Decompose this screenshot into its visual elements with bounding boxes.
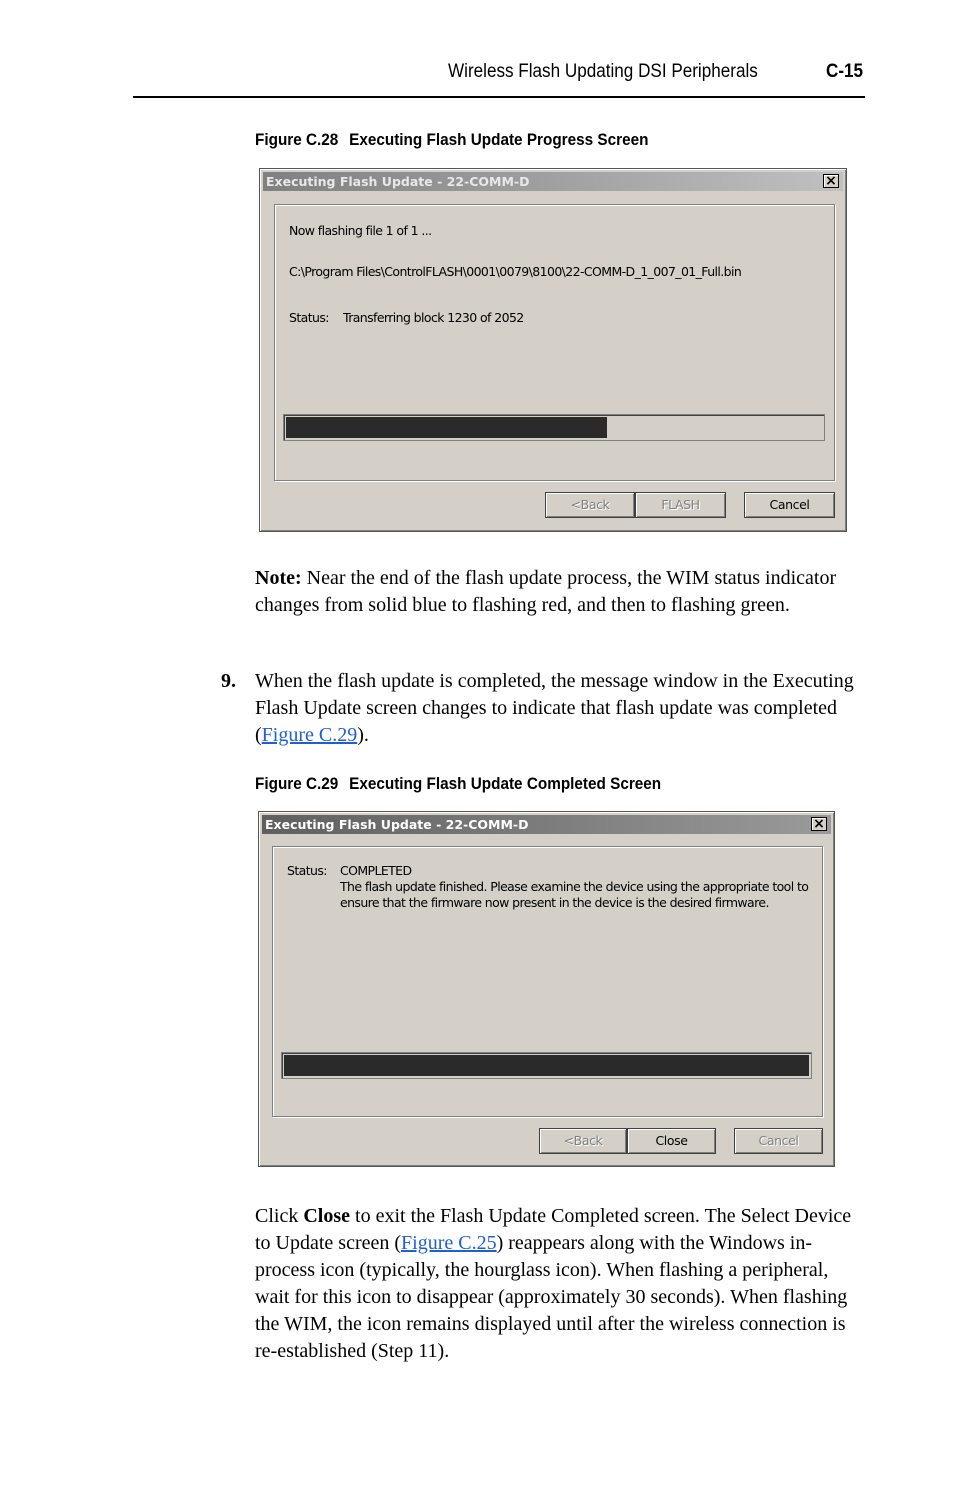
figure-c28-title: Executing Flash Update Progress Screen: [349, 130, 649, 149]
cancel-button[interactable]: Cancel: [734, 1128, 823, 1154]
step-number: 9.: [221, 670, 236, 692]
message-line-2: ensure that the firmware now present in the device is the desired firmware.: [340, 895, 769, 910]
flash-button[interactable]: FLASH: [635, 492, 726, 518]
running-header-title: Wireless Flash Updating DSI Peripherals: [448, 61, 758, 82]
back-button[interactable]: <Back: [539, 1128, 627, 1154]
dialog-titlebar: [263, 172, 843, 191]
figure-c29-number: Figure C.29: [255, 774, 339, 793]
close-bold: Close: [303, 1205, 351, 1227]
status-value: Transferring block 1230 of 2052: [343, 310, 524, 325]
back-button[interactable]: <Back: [545, 492, 635, 518]
final-text-2: to exit the Flash Update Completed screen. The Select Device to Update screen (: [255, 1205, 852, 1254]
figure-c25-link[interactable]: Figure C.25: [401, 1232, 497, 1254]
progress-bar: [283, 414, 825, 441]
note-text: Near the end of the flash update process, the WIM status indicator changes from solid blue to flashing red, and then to flashing green.: [255, 567, 837, 616]
status-label: Status:: [289, 310, 329, 325]
message-line-1: The flash update finished. Please examine the device using the appropriate tool to: [340, 879, 809, 894]
final-paragraph: [255, 1203, 865, 1365]
status-value: COMPLETED: [340, 863, 412, 878]
figure-c28-number: Figure C.28: [255, 130, 339, 149]
final-text-3: ) reappears along with the Windows in-process icon (typically, the hourglass icon). When flashing a peripheral, wait for this icon to disappear (approximately 30 seconds). When flashing the WIM, the icon remains displayed until after the wireless connection is re-established (Step 11).: [255, 1232, 848, 1362]
close-icon[interactable]: ×: [811, 817, 827, 831]
dialog-title: Executing Flash Update - 22-COMM-D: [266, 174, 530, 189]
progress-bar: [281, 1052, 812, 1079]
note-paragraph: [255, 565, 855, 619]
note-label: Note:: [255, 567, 302, 589]
flash-progress-dialog: [259, 168, 847, 532]
message-group: [272, 846, 823, 1117]
step-9-text: When the flash update is completed, the message window in the Executing Flash Update screen changes to indicate that flash update was completed (: [255, 670, 854, 746]
step-9-text-end: ).: [357, 724, 369, 746]
figure-c29-link[interactable]: Figure C.29: [261, 724, 358, 746]
progress-fill: [284, 1055, 809, 1076]
message-group: [274, 204, 835, 481]
dialog-title: Executing Flash Update - 22-COMM-D: [265, 817, 529, 832]
step-9-paragraph: [255, 668, 865, 749]
final-text-1: Click: [255, 1205, 304, 1227]
figure-c29-caption: [255, 774, 661, 794]
dialog-titlebar: [262, 815, 831, 834]
page-number: C-15: [826, 61, 864, 82]
flashing-file-text: Now flashing file 1 of 1 ...: [289, 223, 432, 238]
progress-fill: [286, 417, 607, 438]
flash-completed-dialog: [258, 811, 835, 1167]
figure-c28-caption: [255, 130, 648, 150]
header-rule: [133, 96, 865, 98]
file-path-text: C:\Program Files\ControlFLASH\0001\0079\8100\22-COMM-D_1_007_01_Full.bin: [289, 264, 742, 279]
figure-c29-title: Executing Flash Update Completed Screen: [349, 774, 662, 793]
status-label: Status:: [287, 863, 327, 878]
close-icon[interactable]: ×: [823, 174, 839, 188]
cancel-button[interactable]: Cancel: [744, 492, 835, 518]
close-button[interactable]: Close: [627, 1128, 716, 1154]
